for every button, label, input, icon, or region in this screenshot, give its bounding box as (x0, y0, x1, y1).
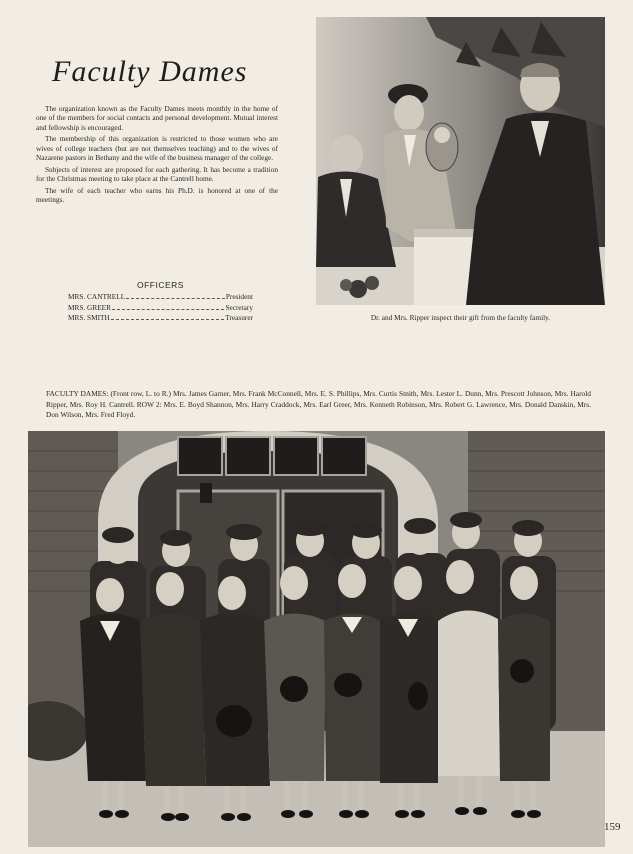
photo-caption: Dr. and Mrs. Ripper inspect their gift from the faculty family. (370, 313, 551, 322)
page-number: 159 (604, 821, 621, 833)
intro-paragraph: Subjects of interest are proposed for each gathering. It has become a tradition for the Christmas meeting to take place at the Cantrell home. (36, 164, 278, 184)
leader-dots (126, 298, 225, 299)
officer-role: Treasurer (225, 313, 253, 322)
page-title: Faculty Dames (52, 55, 248, 88)
group-photo (28, 431, 605, 847)
officer-row (68, 292, 253, 303)
officer-row (68, 313, 253, 324)
leader-dots (112, 309, 224, 310)
officer-name: MRS. CANTRELL (68, 292, 126, 301)
intro-paragraph: The organization known as the Faculty Dames meets monthly in the home of one of the members for social contacts and personal development. Mutual interest and fellowship is encouraged. (36, 104, 278, 132)
officer-role: President (225, 292, 253, 301)
officers-heading: OFFICERS (137, 280, 184, 290)
gift-photo-illustration (316, 17, 605, 305)
officers-list (68, 292, 253, 324)
officer-name: MRS. SMITH (68, 313, 110, 322)
intro-text (36, 104, 278, 207)
gift-photo (316, 17, 605, 305)
intro-paragraph: The wife of each teacher who earns his Ph.D. is honored at one of the meetings. (36, 185, 278, 205)
officer-name: MRS. GREER (68, 302, 111, 312)
group-photo-illustration (28, 431, 605, 847)
members-caption: FACULTY DAMES: (Front row, L. to R.) Mrs. James Garner, Mrs. Frank McConnell, Mrs. E. S. Phillips, Mrs. Curtis Smith, Mrs. Lester L. Dunn, Mrs. Prescott Johnson, Mrs. Harold Ripper, Mrs. Roy H. Cantrell. ROW 2: Mrs. E. Boyd Shannon, Mrs. Harry Craddock, Mrs. Earl Greer, Mrs. Kenneth Robinson, Mrs. Robert G. Lawrence, Mrs. Donald Danskin, Mrs. Don Wilson, Mrs. Fred Floyd. (46, 389, 591, 420)
leader-dots (111, 319, 225, 320)
officer-row (68, 303, 253, 314)
officer-role: Secretary (225, 302, 253, 312)
intro-paragraph: The membership of this organization is restricted to those women who are wives of college teachers (but are not themselves teaching) and to the wives of Nazarene pastors in Bethany and the wife of the business manager of the college. (36, 134, 278, 163)
